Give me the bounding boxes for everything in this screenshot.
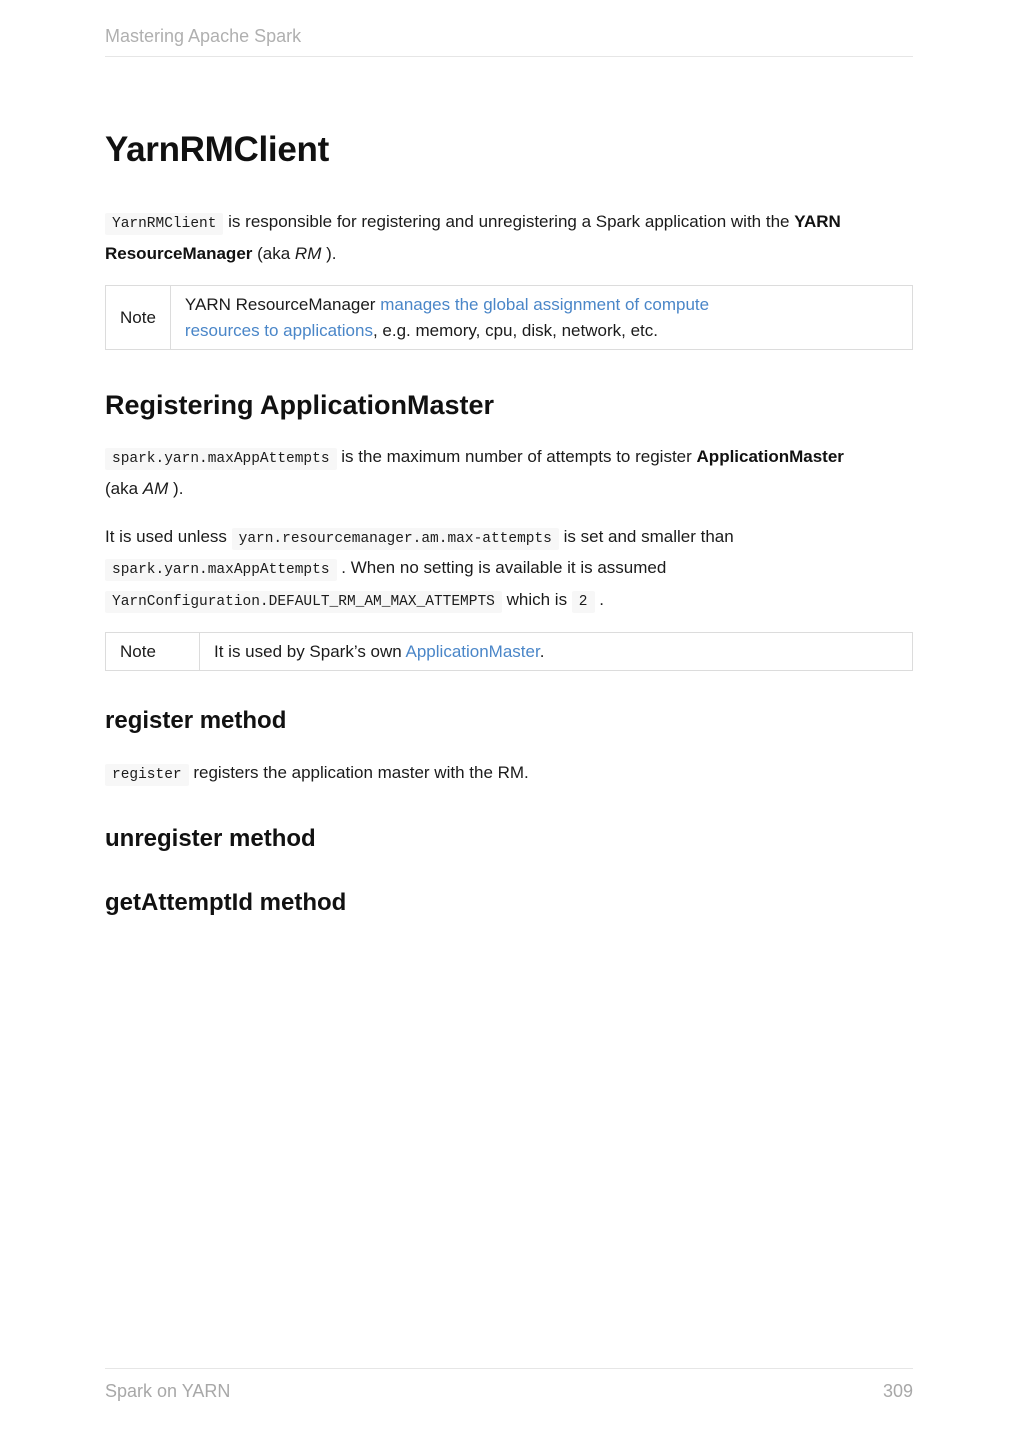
inline-code-2: 2 [572, 591, 595, 613]
note-table-1 [105, 285, 913, 350]
bold-text: ApplicationMaster [696, 447, 844, 467]
text: , e.g. memory, cpu, disk, network, etc. [372, 320, 658, 340]
text: YARN ResourceManager [184, 295, 381, 315]
text: . When no setting is available it is assumed [341, 558, 667, 578]
footer-page-number: 309 [882, 1381, 913, 1401]
note-row [106, 632, 913, 671]
bold-text: YARN ResourceManager [105, 212, 841, 263]
text: is the maximum number of attempts to register [341, 447, 697, 467]
inline-code-max-app-attempts: spark.yarn.maxAppAttempts [105, 448, 337, 470]
page-title: YarnRMClient [105, 130, 329, 169]
section-heading-getattemptid-method: getAttemptId method [105, 889, 347, 917]
text: ). [326, 243, 337, 263]
note-label: Note [106, 286, 171, 350]
book-title: Mastering Apache Spark [105, 26, 302, 46]
text: is set and smaller than [563, 526, 734, 546]
page-footer [105, 1368, 913, 1402]
page-header [105, 26, 913, 57]
italic-text: AM [142, 479, 169, 499]
used-unless-paragraph [105, 521, 913, 616]
link-applicationmaster[interactable]: ApplicationMaster [405, 641, 540, 661]
inline-code-max-app-attempts: spark.yarn.maxAppAttempts [105, 559, 337, 581]
inline-code-yarnrmclient: YarnRMClient [105, 213, 223, 235]
section-heading-registering-applicationmaster: Registering ApplicationMaster [105, 390, 495, 421]
page-content [105, 130, 913, 939]
text: It is used by Spark’s own [214, 641, 406, 661]
text: registers the application master with the RM. [193, 763, 529, 783]
text: . [539, 641, 545, 661]
text: which is [506, 590, 572, 610]
text: . [599, 590, 604, 610]
section-heading-unregister-method: unregister method [105, 825, 316, 853]
max-attempts-paragraph [105, 441, 850, 504]
note-label: Note [106, 632, 200, 671]
text: ). [173, 479, 184, 499]
footer-section: Spark on YARN [105, 1381, 231, 1401]
inline-code-register: register [105, 764, 189, 786]
inline-code-default-rm-am-max-attempts: YarnConfiguration.DEFAULT_RM_AM_MAX_ATTEMPTS [105, 591, 502, 613]
note-table-2 [105, 632, 913, 672]
note-body [170, 286, 912, 350]
note-body [200, 632, 913, 671]
section-heading-register-method: register method [105, 707, 287, 735]
inline-code-rm-max-attempts: yarn.resourcemanager.am.max-attempts [232, 528, 559, 550]
text: It is used unless [105, 526, 232, 546]
text: is responsible for registering and unregistering a Spark application with the [228, 212, 795, 231]
register-paragraph [105, 757, 913, 789]
intro-paragraph [105, 206, 913, 269]
text: (aka [257, 243, 295, 263]
italic-text: RM [294, 243, 322, 263]
text: (aka [105, 479, 143, 499]
link-global-assignment[interactable]: manages the global assignment of compute resources to applications [184, 295, 710, 340]
note-text [185, 292, 785, 343]
note-row [106, 286, 913, 350]
